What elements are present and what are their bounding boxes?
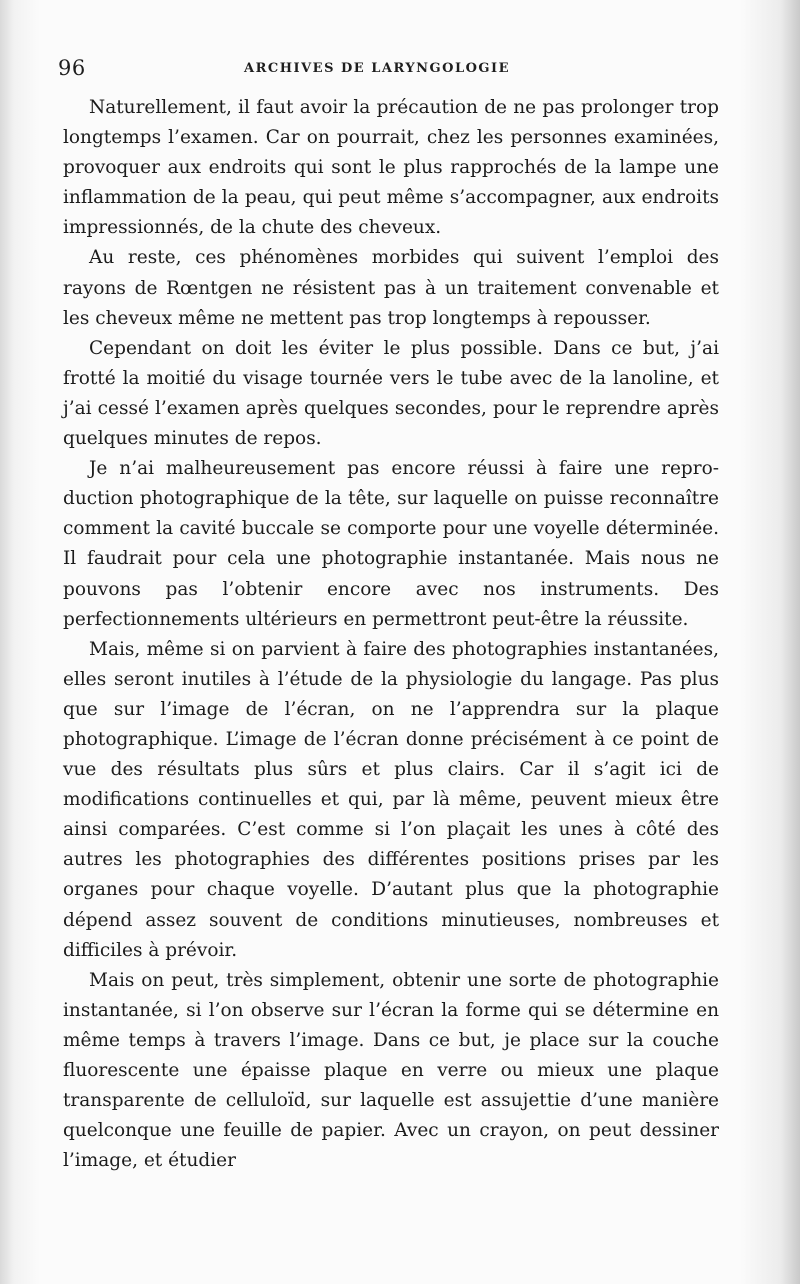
- body-text: [63, 93, 719, 1176]
- paragraph: Mais, même si on parvient à faire des photographies instantanées, elles seront inutiles à l’étude de la physiologie du langage. Pas plus que sur l’image de l’écran, on ne l’apprendra sur la plaque photographique. L’image de l’écran donne précisément à ce point de vue des résultats plus sûrs et plus clairs. Car il s’agit ici de modifications continuelles et qui, par là même, peuvent mieux être ainsi comparées. C’est comme si l’on plaçait les unes à côté des autres les photographies des différentes positions prises par les organes pour chaque voyelle. D’autant plus que la photographie dépend assez souvent de conditions minutieuses, nombreuses et difficiles à prévoir.: [63, 638, 719, 961]
- paragraph: Je n’ai malheureusement pas encore réussi à faire une reproduction photographique de la tête, sur laquelle on puisse reconnaître comment la cavité buccale se comporte pour une voyelle déterminée. Il faudrait pour cela une photographie instantanée. Mais nous ne pouvons pas l’obtenir encore avec nos instruments. Des perfectionnements ultérieurs en permettront peut-être la réussite.: [63, 458, 719, 630]
- page-header: [58, 56, 722, 86]
- paragraph: Au reste, ces phénomènes morbides qui suivent l’emploi des rayons de Rœntgen ne résistent pas à un traitement convenable et les cheveux même ne mettent pas trop longtemps à repousser.: [63, 247, 719, 329]
- running-title: ARCHIVES DE LARYNGOLOGIE: [244, 61, 510, 76]
- paragraph: Cependant on doit les éviter le plus possible. Dans ce but, j’ai frotté la moitié du visage tournée vers le tube avec de la lanoline, et j’ai cessé l’examen après quelques secondes, pour le reprendre après quelques minutes de repos.: [63, 337, 719, 450]
- paragraph: Mais on peut, très simplement, obtenir une sorte de photographie instantanée, si l’on observe sur l’écran la forme qui se détermine en même temps à travers l’image. Dans ce but, je place sur la couche fluorescente une épaisse plaque en verre ou mieux une plaque transparente de celluloïd, sur laquelle est assujettie d’une manière quelconque une feuille de papier. Avec un crayon, on peut dessiner l’image, et étudier: [63, 969, 719, 1172]
- page-number: 96: [58, 56, 86, 80]
- paragraph: Naturellement, il faut avoir la précaution de ne pas prolonger trop longtemps l’examen. Car on pourrait, chez les personnes examinées, provoquer aux endroits qui sont le plus rapprochés de la lampe une inflammation de la peau, qui peut même s’accompagner, aux endroits impressionnés, de la chute des cheveux.: [63, 97, 719, 239]
